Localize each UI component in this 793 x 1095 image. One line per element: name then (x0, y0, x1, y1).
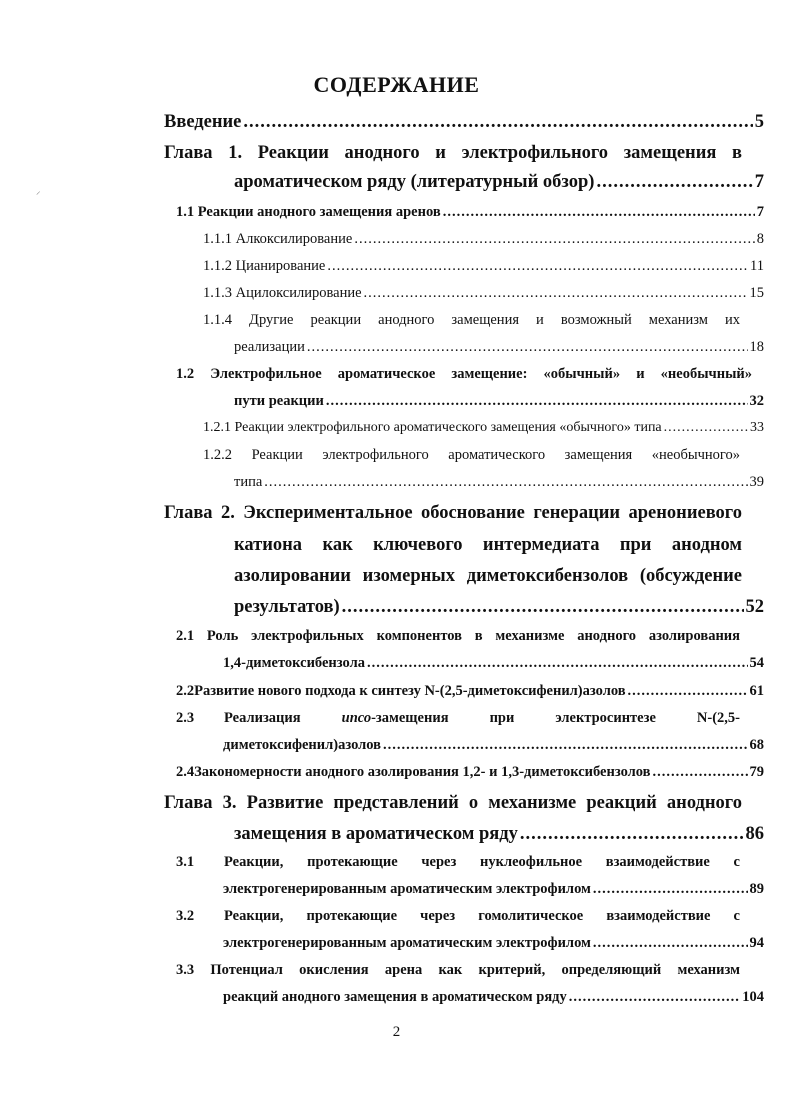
toc-section-3-2[interactable] (223, 935, 764, 952)
toc-page: 94 (749, 935, 764, 951)
toc-page: 39 (749, 474, 764, 490)
toc-page: 52 (745, 597, 764, 617)
toc-page: 8 (756, 231, 764, 247)
toc-label: Реакции, протекающие через гомолитическое взаимодействие с (224, 908, 740, 924)
toc-chapter-2-line3[interactable]: азолировании изомерных диметоксибензолов (обсуждение (234, 566, 742, 586)
toc-chapter-3-line1[interactable]: Глава 3. Развитие представлений о механизме реакций анодного (164, 793, 742, 813)
toc-section-1-2[interactable] (234, 393, 764, 410)
toc-page: 18 (749, 339, 764, 355)
toc-chapter-3[interactable] (234, 824, 764, 845)
scan-mark: ⸝ (36, 186, 41, 196)
leader-dots (628, 683, 748, 700)
toc-page: 7 (754, 172, 764, 192)
leader-dots (327, 258, 748, 275)
toc-section-1-1[interactable] (176, 204, 764, 221)
page-title: СОДЕРЖАНИЕ (313, 72, 480, 97)
toc-subsection-1-2-2-line1[interactable]: 1.2.2 Реакции электрофильного ароматического замещения «необычного» (203, 447, 740, 463)
toc-subsection-1-2-2[interactable] (234, 474, 764, 491)
leader-dots (326, 393, 748, 410)
toc-entry-introduction[interactable] (164, 112, 764, 133)
leader-dots (653, 764, 748, 781)
toc-label: 1.1.1 Алкоксилирование (203, 231, 353, 247)
page-number: 2 (392, 1024, 401, 1040)
toc-label: Реализация ипсо-замещения при электросинтезе N-(2,5- (224, 710, 740, 726)
toc-label: 1.1 Реакции анодного замещения аренов (176, 204, 441, 220)
toc-number: 2.4 (176, 764, 195, 780)
toc-label: пути реакции (234, 393, 324, 409)
leader-dots (383, 737, 747, 754)
toc-label: 1.2.1 Реакции электрофильного ароматического замещения «обычного» типа (203, 420, 662, 435)
toc-label: 1,4-диметоксибензола (223, 655, 365, 671)
toc-page: 104 (742, 989, 764, 1005)
leader-dots (664, 420, 748, 436)
toc-section-3-3[interactable] (223, 989, 764, 1006)
toc-page: 54 (749, 655, 764, 671)
toc-chapter-1[interactable] (234, 172, 764, 193)
toc-section-2-3-line1[interactable] (176, 710, 740, 727)
toc-page: 79 (749, 764, 764, 780)
leader-dots (593, 935, 748, 952)
toc-label: электрогенерированным ароматическим электрофилом (223, 935, 591, 951)
toc-label: 1.1.2 Цианирование (203, 258, 326, 274)
toc-label: Развитие нового подхода к синтезу N-(2,5-диметоксифенил)азолов (194, 683, 626, 699)
toc-label: Введение (164, 112, 242, 132)
toc-subsection-1-1-1[interactable] (203, 231, 764, 248)
toc-label: электрогенерированным ароматическим электрофилом (223, 881, 591, 897)
toc-page: 86 (745, 824, 764, 844)
toc-chapter-2-line2[interactable]: катиона как ключевого интермедиата при анодном (234, 535, 742, 555)
toc-section-2-3[interactable] (223, 737, 764, 754)
toc-label: замещения в ароматическом ряду (234, 824, 518, 844)
toc-page: 15 (749, 285, 764, 301)
toc-page: 7 (756, 204, 764, 220)
toc-label: диметоксифенил)азолов (223, 737, 382, 753)
toc-label: ароматическом ряду (литературный обзор) (234, 172, 595, 192)
toc-section-2-4[interactable] (176, 764, 764, 781)
toc-label: типа (234, 474, 263, 490)
leader-dots (596, 172, 752, 193)
leader-dots (367, 655, 748, 672)
toc-number: 3.1 (176, 854, 195, 870)
toc-page: 61 (749, 683, 764, 699)
toc-section-1-2-line1[interactable]: 1.2 Электрофильное ароматическое замещение: «обычный» и «необычный» (176, 366, 752, 382)
leader-dots (354, 231, 754, 248)
leader-dots (307, 339, 748, 356)
leader-dots (569, 989, 741, 1006)
leader-dots (342, 597, 744, 618)
toc-label: реализации (234, 339, 305, 355)
toc-page: 5 (754, 112, 764, 132)
toc-page: 89 (749, 881, 764, 897)
toc-label: Закономерности анодного азолирования 1,2- и 1,3-диметоксибензолов (194, 764, 651, 780)
toc-section-3-2-line1[interactable] (176, 908, 740, 925)
leader-dots (443, 204, 755, 221)
toc-number: 2.3 (176, 710, 195, 726)
toc-number: 3.2 (176, 908, 195, 924)
toc-section-2-1-line1[interactable]: 2.1 Роль электрофильных компонентов в механизме анодного азолирования (176, 628, 740, 644)
toc-section-3-1-line1[interactable] (176, 854, 740, 871)
toc-subsection-1-1-2[interactable] (203, 258, 764, 275)
leader-dots (264, 474, 747, 491)
toc-section-3-3-line1[interactable]: 3.3 Потенциал окисления арена как критерий, определяющий механизм (176, 962, 740, 978)
toc-subsection-1-1-3[interactable] (203, 285, 764, 302)
toc-page: 11 (750, 258, 764, 274)
toc-chapter-2[interactable] (234, 597, 764, 618)
toc-chapter-1-line1[interactable]: Глава 1. Реакции анодного и электрофильного замещения в (164, 143, 742, 163)
toc-chapter-2-line1[interactable]: Глава 2. Экспериментальное обоснование генерации аренониевого (164, 503, 742, 523)
toc-subsection-1-1-4-line1[interactable]: 1.1.4 Другие реакции анодного замещения и возможный механизм их (203, 312, 740, 328)
leader-dots (520, 824, 744, 845)
toc-section-3-1[interactable] (223, 881, 764, 898)
toc-page: 68 (749, 737, 764, 753)
leader-dots (243, 112, 752, 133)
toc-section-2-2[interactable] (176, 683, 764, 700)
toc-label: Реакции, протекающие через нуклеофильное взаимодействие с (224, 854, 740, 870)
toc-section-2-1[interactable] (223, 655, 764, 672)
leader-dots (593, 881, 748, 898)
leader-dots (364, 285, 748, 302)
toc-label: 1.1.3 Ацилоксилирование (203, 285, 362, 301)
toc-label: результатов) (234, 597, 340, 617)
toc-subsection-1-2-1[interactable] (203, 420, 764, 436)
toc-subsection-1-1-4[interactable] (234, 339, 764, 356)
toc-page: 33 (750, 420, 764, 435)
toc-number: 2.2 (176, 683, 195, 699)
toc-page: 32 (749, 393, 764, 409)
toc-label: реакций анодного замещения в ароматическом ряду (223, 989, 567, 1005)
